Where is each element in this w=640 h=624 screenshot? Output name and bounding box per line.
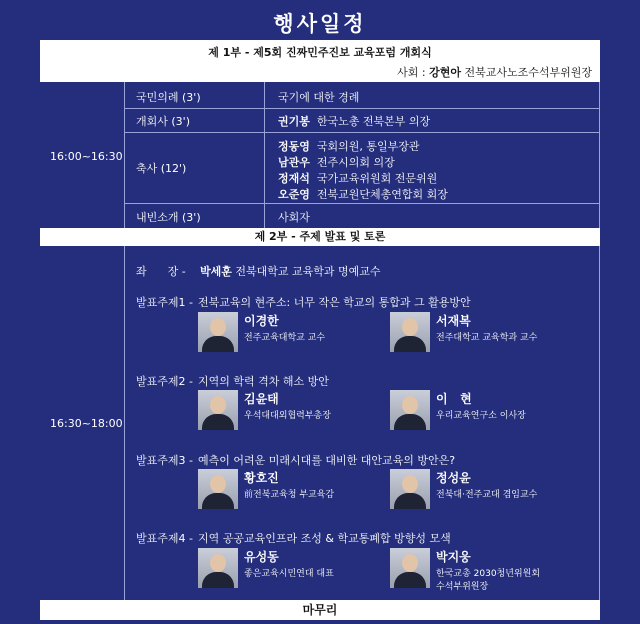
- row-content: [278, 138, 420, 154]
- speaker-photo: [390, 548, 430, 588]
- speaker-name: 서재복: [436, 314, 471, 328]
- speaker-title: 우리교육연구소 이사장: [436, 411, 526, 421]
- speaker-title: 우석대대외협력부총장: [244, 411, 331, 421]
- row-item: 축사 (12'): [136, 162, 187, 175]
- person-name: 남관우: [278, 156, 310, 169]
- divider: [599, 246, 600, 600]
- part1-header: [40, 40, 600, 82]
- topic-label: 발표주제2 -: [136, 375, 193, 388]
- speaker-title: 전북대·전주교대 겸임교수: [436, 490, 538, 500]
- row-content: 사회자: [278, 211, 310, 224]
- speaker-name: 황호진: [244, 471, 279, 485]
- speaker-title: 前전북교육청 부교육감: [244, 490, 335, 500]
- page-title: 행사일정: [273, 12, 367, 36]
- part2-heading: 제 2부 - 주제 발표 및 토론: [40, 228, 600, 246]
- speaker-photo: [390, 469, 430, 509]
- part1-host: [397, 64, 592, 80]
- topic-label: 발표주제1 -: [136, 296, 193, 309]
- speaker-photo: [198, 548, 238, 588]
- person-role: 전주시의회 의장: [316, 156, 395, 169]
- person-name: 정재석: [278, 172, 310, 185]
- speaker-name: 김윤태: [244, 392, 279, 406]
- host-role: 전북교사노조수석부위원장: [464, 66, 592, 79]
- speaker-title: 한국교총 2030청년위원회: [436, 569, 541, 579]
- host-prefix: 사회 :: [397, 66, 426, 79]
- chair-label: 좌 장 -: [136, 265, 186, 278]
- divider: [264, 82, 265, 228]
- topic-text: 전북교육의 현주소: 너무 작은 학교의 통합과 그 활용방안: [198, 296, 471, 309]
- speaker-title: 전주교육대학교 교수: [244, 333, 326, 343]
- part1-heading: 제 1부 - 제5회 진짜민주진보 교육포럼 개회식: [208, 46, 432, 59]
- person-role: 한국노총 전북본부 의장: [316, 115, 431, 128]
- speaker-photo: [198, 390, 238, 430]
- divider: [124, 203, 600, 204]
- topic-text: 지역 공공교육인프라 조성 & 학교통폐합 방향성 모색: [198, 532, 451, 545]
- speaker-photo: [390, 312, 430, 352]
- row-content: [278, 186, 448, 202]
- row-item: 국민의례 (3'): [136, 91, 201, 104]
- person-name: 권기봉: [278, 115, 310, 128]
- speaker-photo: [198, 469, 238, 509]
- person-role: 전북교원단체총연합회 회장: [316, 188, 448, 201]
- row-content: [278, 170, 437, 186]
- speaker-name: 이경한: [244, 314, 279, 328]
- chair: [200, 263, 381, 279]
- row-content: [278, 154, 395, 170]
- person-name: 정동영: [278, 140, 310, 153]
- speaker-title: 수석부위원장: [436, 582, 489, 592]
- divider: [124, 82, 125, 228]
- person-role: 국가교육위원회 전문위원: [316, 172, 438, 185]
- part2-time: 16:30~18:00: [50, 417, 123, 430]
- divider: [124, 132, 600, 133]
- speaker-name: 박지웅: [436, 550, 471, 564]
- topic-label: 발표주제3 -: [136, 454, 193, 467]
- row-item: 개회사 (3'): [136, 115, 190, 128]
- divider: [599, 82, 600, 228]
- part3-heading: 마무리: [40, 600, 600, 620]
- topic-text: 예측이 어려운 미래시대를 대비한 대안교육의 방안은?: [198, 454, 456, 467]
- row-content: [278, 113, 430, 129]
- row-content: 국기에 대한 경례: [278, 91, 360, 104]
- chair-role: 전북대학교 교육학과 명예교수: [235, 265, 381, 278]
- speaker-photo: [390, 390, 430, 430]
- speaker-photo: [198, 312, 238, 352]
- divider: [124, 108, 600, 109]
- row-item: 내빈소개 (3'): [136, 211, 201, 224]
- speaker-title: 전주대학교 교육학과 교수: [436, 333, 538, 343]
- topic-text: 지역의 학력 격차 해소 방안: [198, 375, 329, 388]
- divider: [124, 246, 125, 600]
- person-name: 오준영: [278, 188, 310, 201]
- chair-name: 박세훈: [200, 265, 232, 278]
- speaker-name: 이 현: [436, 392, 472, 406]
- speaker-title: 좋은교육시민연대 대표: [244, 569, 334, 579]
- speaker-name: 정성윤: [436, 471, 471, 485]
- person-role: 국회의원, 통일부장관: [316, 140, 420, 153]
- speaker-name: 유성동: [244, 550, 279, 564]
- part1-time: 16:00~16:30: [50, 150, 123, 163]
- host-name: 강현아: [429, 66, 461, 79]
- topic-label: 발표주제4 -: [136, 532, 193, 545]
